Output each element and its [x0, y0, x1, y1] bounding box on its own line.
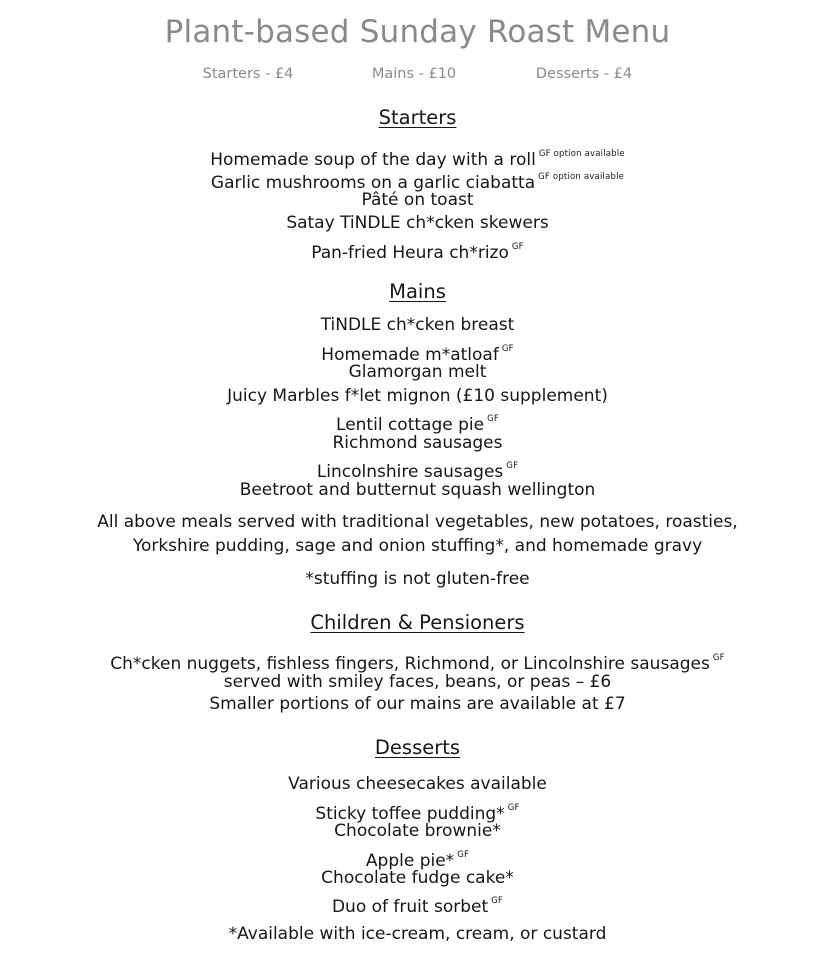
- main-item: TiNDLE ch*cken breast: [320, 315, 515, 335]
- gf-note: GF: [491, 896, 504, 906]
- mains-served-with: Yorkshire pudding, sage and onion stuffing*, and homemade gravy: [132, 536, 703, 556]
- dessert-item: Duo of fruit sorbet $^{GF}$: [331, 896, 504, 917]
- mains-heading: Mains: [389, 280, 446, 303]
- children-item: served with smiley faces, beans, or peas – £6: [223, 672, 612, 692]
- desserts-price: Desserts - £4: [535, 66, 633, 82]
- stuffing-note: *stuffing is not gluten-free: [305, 569, 530, 589]
- gf-note: GF option available: [538, 149, 625, 159]
- dessert-item: Various cheesecakes available: [288, 774, 547, 794]
- menu-title: Plant-based Sunday Roast Menu: [164, 14, 671, 50]
- gf-note: GF: [507, 803, 520, 813]
- main-item: Glamorgan melt: [348, 362, 487, 382]
- gf-note: GF option available: [538, 172, 625, 182]
- main-item: Lentil cottage pie $^{GF}$: [336, 414, 499, 435]
- children-heading: Children & Pensioners: [310, 611, 525, 634]
- dessert-item: Chocolate fudge cake*: [321, 868, 514, 888]
- starter-item: Pan-fried Heura ch*rizo $^{GF}$: [311, 242, 524, 263]
- mains-served-with: All above meals served with traditional vegetables, new potatoes, roasties,: [97, 512, 738, 532]
- gf-note: GF: [712, 653, 725, 663]
- gf-note: GF: [487, 414, 499, 424]
- price-summary: [0, 66, 835, 86]
- dessert-item: Chocolate brownie*: [334, 821, 501, 841]
- dessert-item: Apple pie* $^{GF}$: [365, 850, 470, 871]
- main-item: Richmond sausages: [332, 433, 503, 453]
- children-item: Smaller portions of our mains are available at £7: [209, 694, 626, 714]
- children-item: Ch*cken nuggets, fishless fingers, Richmond, or Lincolnshire sausages $^{GF}$: [110, 653, 725, 674]
- main-item: Beetroot and butternut squash wellington: [239, 480, 596, 500]
- gf-note: GF: [457, 850, 470, 860]
- main-item: Lincolnshire sausages $^{GF}$: [316, 461, 519, 482]
- mains-price: Mains - £10: [371, 66, 457, 82]
- desserts-heading: Desserts: [374, 736, 461, 759]
- starter-item: Satay TiNDLE ch*cken skewers: [286, 213, 549, 233]
- starters-heading: Starters: [378, 106, 457, 129]
- main-item: Homemade m*atloaf $^{GF}$: [321, 344, 514, 365]
- gf-note: GF: [511, 242, 524, 252]
- gf-note: GF: [506, 461, 519, 471]
- main-item: Juicy Marbles f*let mignon (£10 supplement): [227, 386, 608, 406]
- starter-item: Pâté on toast: [361, 190, 474, 210]
- starters-price: Starters - £4: [202, 66, 294, 82]
- dessert-footnote: *Available with ice-cream, cream, or custard: [228, 924, 607, 944]
- starter-item: Garlic mushrooms on a garlic ciabatta $^{GF option available}$: [210, 172, 625, 193]
- starter-item: Homemade soup of the day with a roll $^{GF option available}$: [210, 149, 625, 170]
- dessert-item: Sticky toffee pudding* $^{GF}$: [315, 803, 520, 824]
- gf-note: GF: [501, 344, 514, 354]
